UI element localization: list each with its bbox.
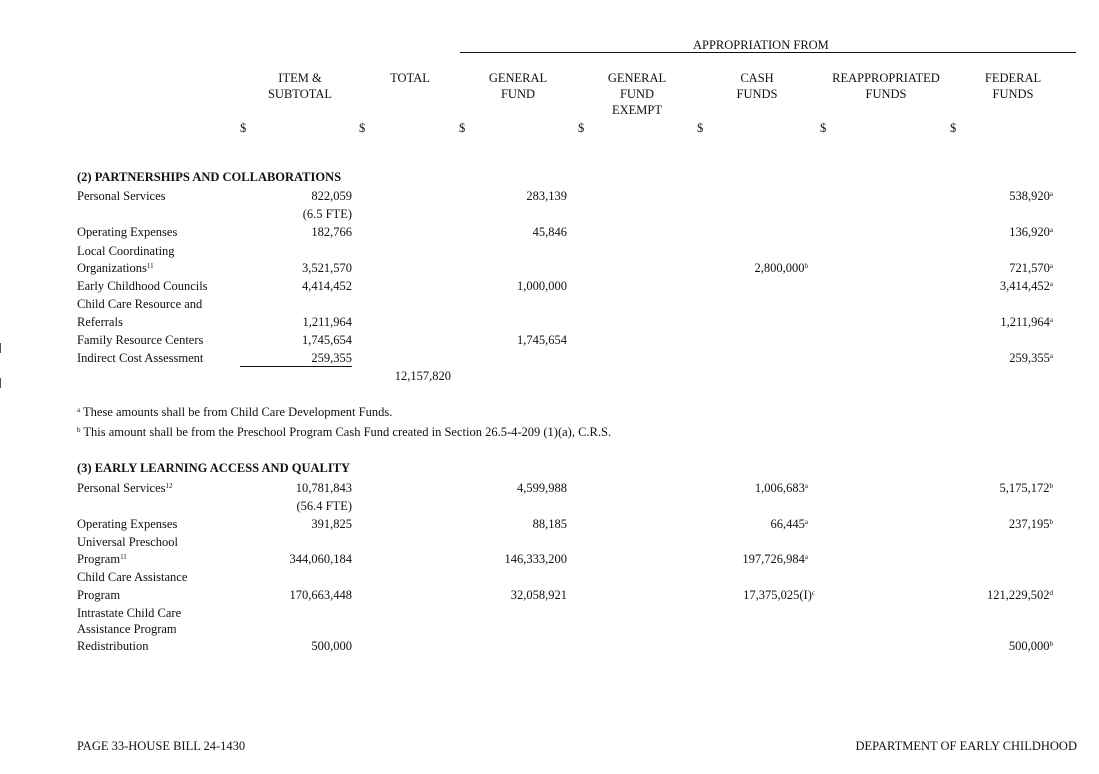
section-total: 12,157,820 <box>394 369 451 383</box>
row-label: Universal Preschool <box>77 535 179 549</box>
currency-symbol: $ <box>950 121 957 135</box>
currency-symbol: $ <box>820 121 827 135</box>
item-value: 259,355 <box>311 351 352 365</box>
page-footer-left: PAGE 33-HOUSE BILL 24-1430 <box>77 739 246 753</box>
row-label: Referrals <box>77 315 123 329</box>
row-label: Redistribution <box>77 639 149 653</box>
item-value: 822,059 <box>311 189 352 203</box>
item-value: 170,663,448 <box>289 588 352 602</box>
general-fund-value: 32,058,921 <box>510 588 567 602</box>
item-value: 10,781,843 <box>295 481 352 495</box>
col-header-total: TOTAL <box>390 71 430 85</box>
currency-symbol: $ <box>578 121 585 135</box>
federal-value: 259,355$^a$ <box>1009 351 1053 365</box>
general-fund-value: 1,745,654 <box>517 333 567 347</box>
row-label: Indirect Cost Assessment <box>77 351 204 365</box>
federal-value: 538,920$^a$ <box>1009 189 1053 203</box>
row-label: Personal Services <box>77 189 166 203</box>
section-title: (3) EARLY LEARNING ACCESS AND QUALITY <box>77 461 351 475</box>
general-fund-value: 283,139 <box>526 189 567 203</box>
row-label: Operating Expenses <box>77 225 178 239</box>
item-value: 4,414,452 <box>302 279 352 293</box>
federal-value: 500,000$^b$ <box>1008 639 1053 653</box>
general-fund-value: 88,185 <box>532 517 567 531</box>
cash-value: 2,800,000$^b$ <box>754 261 808 275</box>
row-label: Program <box>77 588 121 602</box>
row-label: Family Resource Centers <box>77 333 204 347</box>
margin-mark <box>0 343 4 353</box>
federal-value: 3,414,452$^a$ <box>999 279 1053 293</box>
fte-value: (56.4 FTE) <box>296 499 352 513</box>
general-fund-value: 1,000,000 <box>517 279 567 293</box>
currency-symbol: $ <box>459 121 466 135</box>
general-fund-value: 146,333,200 <box>504 552 567 566</box>
row-label: Organizations$^{11}$ <box>77 261 154 275</box>
row-label: Local Coordinating <box>77 244 175 258</box>
item-value: 182,766 <box>311 225 352 239</box>
row-label: Operating Expenses <box>77 517 178 531</box>
item-value: 1,745,654 <box>302 333 352 347</box>
item-value: 344,060,184 <box>289 552 352 566</box>
section-title: (2) PARTNERSHIPS AND COLLABORATIONS <box>77 170 342 184</box>
col-header-general-fund: GENERAL FUND <box>488 71 548 101</box>
row-label: Assistance Program <box>77 622 177 636</box>
subtotal-rule <box>240 366 352 367</box>
header-rule <box>460 52 1076 53</box>
margin-mark <box>0 378 4 388</box>
federal-value: 136,920$^a$ <box>1009 225 1053 239</box>
currency-symbol: $ <box>697 121 704 135</box>
footnote: $^b$ This amount shall be from the Preschool Program Cash Fund created in Section 26.5-4-209 (1)(a), C.R.S. <box>77 425 612 439</box>
footnote: $^a$ These amounts shall be from Child Care Development Funds. <box>77 405 393 419</box>
item-value: 1,211,964 <box>302 315 352 329</box>
cash-value: 66,445$^a$ <box>770 517 808 531</box>
cash-value: 1,006,683$^a$ <box>754 481 808 495</box>
row-label: Child Care Resource and <box>77 297 203 311</box>
col-header-cash-funds: CASH FUNDS <box>736 71 778 101</box>
row-label: Intrastate Child Care <box>77 606 182 620</box>
col-header-reappropriated-funds: REAPPROPRIATED FUNDS <box>832 71 940 101</box>
row-label: Early Childhood Councils <box>77 279 208 293</box>
fte-value: (6.5 FTE) <box>302 207 352 221</box>
row-label: Personal Services$^{12}$ <box>77 481 173 495</box>
currency-symbol: $ <box>359 121 366 135</box>
row-label: Program$^{11}$ <box>77 552 127 566</box>
row-label: Child Care Assistance <box>77 570 188 584</box>
item-value: 391,825 <box>311 517 352 531</box>
item-value: 3,521,570 <box>302 261 352 275</box>
general-fund-value: 45,846 <box>532 225 567 239</box>
col-header-federal-funds: FEDERAL FUNDS <box>984 71 1042 101</box>
cash-value: 197,726,984$^a$ <box>742 552 808 566</box>
col-header-item-subtotal: ITEM & SUBTOTAL <box>267 71 333 101</box>
appropriation-from-heading: APPROPRIATION FROM <box>693 38 829 52</box>
cash-value: $17,375,025(I)^c$ <box>743 588 815 602</box>
page-footer-right: DEPARTMENT OF EARLY CHILDHOOD <box>855 739 1077 753</box>
general-fund-value: 4,599,988 <box>517 481 567 495</box>
federal-value: 1,211,964$^a$ <box>1000 315 1053 329</box>
item-value: 500,000 <box>311 639 352 653</box>
federal-value: 721,570$^a$ <box>1009 261 1053 275</box>
federal-value: 5,175,172$^b$ <box>999 481 1053 495</box>
federal-value: 237,195$^b$ <box>1008 517 1053 531</box>
col-header-general-fund-exempt: GENERAL FUND EXEMPT <box>607 71 667 117</box>
currency-symbol: $ <box>240 121 247 135</box>
federal-value: 121,229,502$^d$ <box>987 588 1053 602</box>
